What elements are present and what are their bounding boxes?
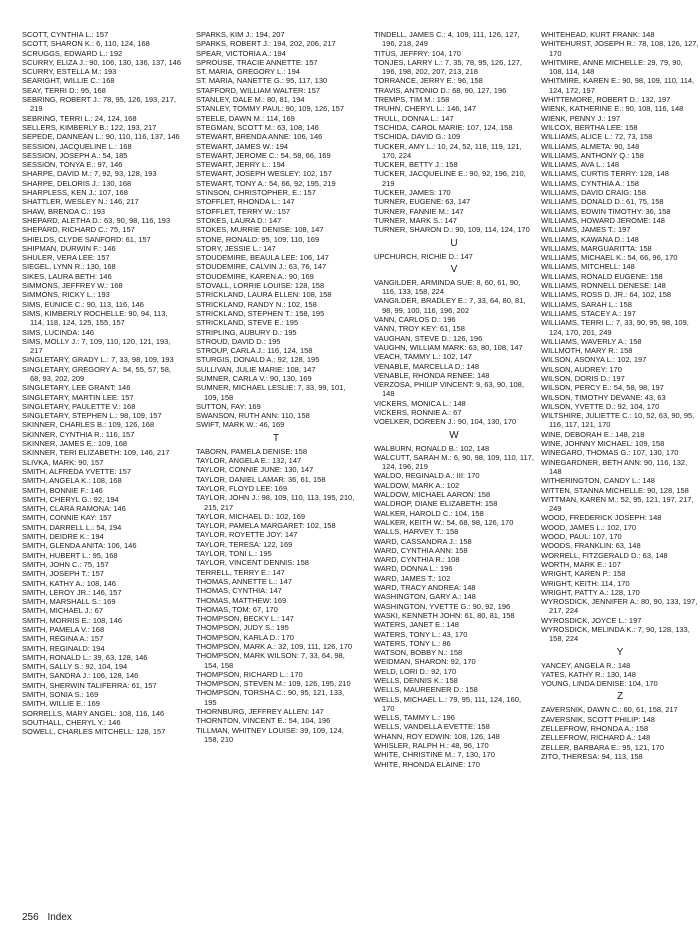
index-entry: WINE, DEBORAH E.: 148, 218 xyxy=(541,429,645,439)
index-entry: WALDROP, DIANE ELIZABETH: 158 xyxy=(374,499,498,509)
index-entry: STAFFORD, WILLIAM WALTER: 157 xyxy=(196,85,321,95)
index-entry: ZAVERSNIK, SCOTT PHILIP: 148 xyxy=(541,714,655,724)
index-entry: SINGLETARY, GRADY L.: 7, 33, 98, 109, 193 xyxy=(22,355,174,365)
index-entry: SESSION, JOSEPH A.: 54, 185 xyxy=(22,150,128,160)
index-entry: THOMPSON, MARK A.: 32, 109, 111, 126, 170 xyxy=(196,642,353,651)
page-footer xyxy=(22,912,78,923)
index-entry: STRICKLAND, LAURA ELLEN: 108, 158 xyxy=(196,290,332,300)
index-entry: SKINNER, TERI ELIZABETH: 109, 146, 217 xyxy=(22,448,170,458)
index-entry: SMITH, SANDRA J.: 106, 128, 146 xyxy=(22,671,139,681)
index-entry: SMITH, SALLY S.: 92, 104, 194 xyxy=(22,662,128,672)
index-entry: WALKER, HAROLD C.: 104, 158 xyxy=(374,508,484,518)
index-entry: SCURRY, ELIZA J.: 90, 106, 130, 136, 137, 146 xyxy=(22,57,181,67)
index-entry: SINGLETARY, LEE GRANT: 146 xyxy=(22,383,131,393)
index-entry: WATERS, TONY L.: 43, 170 xyxy=(374,629,468,639)
index-entry: SMITH, MARSHALL S.: 169 xyxy=(22,597,116,607)
index-entry: THOMPSON, BECKY L.: 147 xyxy=(196,614,294,624)
index-entry: STINSON, CHRISTOPHER, E.: 157 xyxy=(196,188,316,198)
index-entry: SIMS, EUNICE C.: 90, 113, 116, 146 xyxy=(22,299,144,309)
index-entry: STOVALL, LORRIE LOUISE: 128, 158 xyxy=(196,281,325,291)
index-column-2 xyxy=(196,30,356,744)
index-entry: STEWART, JOSEPH WESLEY: 102, 157 xyxy=(196,169,332,179)
index-entry: SOUTHALL, CHERYL Y.: 146 xyxy=(22,717,121,727)
index-entry: WINE, JOHNNY MICHAEL: 109, 158 xyxy=(541,439,665,449)
index-entry: STEELE, DAWN M.: 114, 169 xyxy=(196,113,295,123)
index-entry: WILLIAMS, RONALD EUGENE: 158 xyxy=(541,271,663,281)
index-entry: SHEPARD, ALETHA D.: 63, 90, 98, 116, 193 xyxy=(22,215,171,225)
index-entry: TORRANCE, JERRY E.: 96, 158 xyxy=(374,76,483,86)
index-entry: WILCOX, BERTHA LEE: 158 xyxy=(541,122,638,132)
index-entry: WALCUTT, SARAH M.: 6, 90, 98, 109, 110, 117, 124, 196, 219 xyxy=(374,452,534,472)
index-entry: WILLIAMS, SARAH L.: 158 xyxy=(541,299,632,309)
index-entry: SESSION, TONYA E.: 97, 146 xyxy=(22,160,123,170)
index-entry: TAYLOR, ANGELA E.: 132, 147 xyxy=(196,456,302,466)
index-entry: WATERS, JANET E.: 148 xyxy=(374,620,459,630)
index-entry: STANLEY, TOMMY PAUL: 90, 109, 126, 157 xyxy=(196,104,345,114)
index-entry: SIMS, KIMBERLY ROCHELLE: 90, 94, 113, 114, 118, 124, 125, 155, 157 xyxy=(22,308,168,328)
index-entry: STEWART, JAMES W.: 194 xyxy=(196,141,289,151)
index-entry: VICKERS, RONNIE A.: 67 xyxy=(374,407,462,417)
index-entry: WYROSDICK, JOYCE L.: 197 xyxy=(541,615,642,625)
index-entry: SPEAR, VICTORIA A.: 194 xyxy=(196,48,286,58)
index-entry: STEWART, JEROME C.: 54, 58, 66, 169 xyxy=(196,150,331,160)
index-entry: WELLS, MAUREENER D.: 158 xyxy=(374,685,478,695)
index-entry: TILLMAN, WHITNEY LOUISE: 39, 109, 124, 158, 210 xyxy=(196,725,344,744)
index-entry: WILLIAMS, RONNELL DENESE: 148 xyxy=(541,281,666,291)
index-entry: THORNTON, VINCENT E.: 54, 104, 196 xyxy=(196,716,331,726)
index-entry: SCOTT, SHARON K.: 6, 110, 124, 168 xyxy=(22,39,150,49)
index-entry: WOOD, PAUL: 107, 170 xyxy=(541,532,622,542)
index-entry: SUMNER, CARLA V.: 90, 130, 169 xyxy=(196,373,312,383)
index-entry: WARD, CYNTHIA R.: 108 xyxy=(374,555,460,565)
index-entry: STANLEY, DALE M.: 80, 81, 194 xyxy=(196,95,305,105)
index-column-3 xyxy=(374,30,534,769)
index-entry: WASHINGTON, YVETTE G.: 90, 92, 196 xyxy=(374,601,511,611)
index-entry: WALLS, HARVEY T.: 158 xyxy=(374,527,459,537)
index-entry: WALKER, KEITH W.: 54, 68, 98, 126, 170 xyxy=(374,517,514,527)
index-entry: SCRUGGS, EDWARD L.: 192 xyxy=(22,48,123,58)
index-entry: WINEGARD, THOMAS G.: 107, 130, 170 xyxy=(541,448,679,458)
index-entry: SPARKS, KIM J.: 194, 207 xyxy=(196,30,285,39)
index-entry: WILSON, ASONYA L.: 102, 197 xyxy=(541,355,647,365)
index-entry: WARD, DONNA L.: 196 xyxy=(374,564,453,574)
index-entry: SIMS, MOLLY J.: 7, 109, 110, 120, 121, 193, 217 xyxy=(22,336,171,356)
index-entry: WILLIAMS, ALMETA: 90, 148 xyxy=(541,141,640,151)
index-entry: STOUDEMIRE, BEAULA LEE: 106, 147 xyxy=(196,253,329,263)
index-entry: SMITH, CONNIE KAY: 157 xyxy=(22,513,112,523)
index-entry: WELD, LORI D.: 92, 170 xyxy=(374,666,457,676)
index-entry: SIMMONS, RICKY L.: 193 xyxy=(22,290,110,300)
index-entry: TRULL, DONNA L.: 147 xyxy=(374,113,454,123)
index-entry: WARD, CASSANDRA J.: 158 xyxy=(374,536,472,546)
index-entry: WHITEHEAD, KURT FRANK: 148 xyxy=(541,30,655,39)
index-entry: VEACH, TAMMY L.: 102, 147 xyxy=(374,352,472,362)
index-entry: WHITE, CHRISTINE M.: 7, 130, 170 xyxy=(374,750,495,760)
index-entry: WALDO, REGINALD A.: III: 170 xyxy=(374,471,480,481)
index-entry: SMITH, KATHY A.: 108, 146 xyxy=(22,578,116,588)
index-entry: SKINNER, JAMES E.: 109, 168 xyxy=(22,439,128,449)
index-entry: WILLIAMS, ROSS D. JR.: 64, 102, 158 xyxy=(541,290,672,300)
index-entry: WOOD, FREDERICK JOSEPH: 148 xyxy=(541,513,662,523)
index-entry: TINDELL, JAMES C.: 4, 109, 111, 126, 127, 196, 218, 249 xyxy=(374,30,520,49)
index-entry: WRIGHT, KEITH: 114, 170 xyxy=(541,578,630,588)
index-entry: SUMNER, MICHAEL LESLIE: 7, 33, 99, 101, 109, 158 xyxy=(196,383,346,402)
index-entry: SWIFT, MARK W.: 46, 169 xyxy=(196,420,285,430)
index-entry: WILLIAMS, EDWIN TIMOTHY: 36, 158 xyxy=(541,206,671,216)
index-entry: ZITO, THERESA: 94, 113, 158 xyxy=(541,751,643,761)
index-entry: WELLS, MICHAEL L.: 79, 95, 111, 124, 160, 170 xyxy=(374,694,522,713)
index-entry: VANGILDER, BRADLEY E.: 7, 33, 64, 80, 81, 98, 99, 100, 116, 196, 202 xyxy=(374,296,526,315)
index-entry: SMITH, CHERYL G.: 92, 194 xyxy=(22,494,119,504)
index-entry: ZELLER, BARBARA E.: 95, 121, 170 xyxy=(541,742,664,752)
index-entry: WORTH, MARK E.: 107 xyxy=(541,559,621,569)
index-entry: SCURRY, ESTELLA M.: 193 xyxy=(22,67,117,77)
index-entry: YOUNG, LINDA DENISE: 104, 170 xyxy=(541,679,658,689)
index-entry: VERZOSA, PHILIP VINCENT: 9, 63, 90, 108, 148 xyxy=(374,380,524,399)
index-entry: YATES, KATHY R.: 130, 148 xyxy=(541,669,636,679)
index-entry: TAYLOR, ROYETTE JOY: 147 xyxy=(196,530,298,540)
index-entry: SESSION, JACQUELINE L.: 168 xyxy=(22,141,132,151)
index-entry: VICKERS, MONICA L.: 148 xyxy=(374,398,466,408)
index-entry: TAYLOR, PAMELA MARGARET: 102, 158 xyxy=(196,521,336,531)
index-entry: TURNER, MARK S.: 147 xyxy=(374,215,457,225)
index-entry: WALDOW, MARK A.: 102 xyxy=(374,480,460,490)
index-entry: TUCKER, AMY L.: 10, 24, 52, 118, 119, 121, 170, 224 xyxy=(374,141,522,160)
index-entry: UPCHURCH, RICHIE D.: 147 xyxy=(374,251,473,261)
index-entry: WILSON, DORIS D.: 197 xyxy=(541,373,625,383)
index-entry: TUCKER, JAMES: 170 xyxy=(374,188,451,198)
index-entry: TITUS, JEFFRY: 104, 170 xyxy=(374,48,461,58)
index-entry: SMITH, DARRELL L.: 54, 194 xyxy=(22,522,122,532)
index-entry: TABORN, PAMELA DENISE: 158 xyxy=(196,446,308,456)
section-letter: U xyxy=(450,237,458,249)
section-letter: Z xyxy=(616,691,624,703)
index-entry: WELLS, VANDELLA EVETTE: 158 xyxy=(374,722,490,732)
index-entry: TAYLOR, CONNIE JUNE: 130, 147 xyxy=(196,465,314,475)
index-entry: SMITH, WILLIE E.: 169 xyxy=(22,699,100,709)
index-entry: SLIVKA, MARK: 90, 157 xyxy=(22,457,104,467)
section-letter: Y xyxy=(616,646,624,658)
index-entry: STOKES, MURRIE DENISE: 108, 147 xyxy=(196,225,324,235)
index-entry: TAYLOR, VINCENT DENNIS: 158 xyxy=(196,558,309,568)
index-entry: SMITH, SONIA S.: 169 xyxy=(22,690,99,700)
index-entry: WILLIAMS, KAWANA D.: 148 xyxy=(541,234,639,244)
index-entry: WITTMAN, KAREN M.: 52, 95, 121, 197, 217, 249 xyxy=(541,494,694,514)
index-entry: SORRELLS, MARY ANGEL: 108, 116, 146 xyxy=(22,708,165,718)
index-entry: WILLIAMS, MITCHELL: 148 xyxy=(541,262,635,272)
index-column-1 xyxy=(22,30,182,737)
index-entry: THOMPSON, JUDY S.: 195 xyxy=(196,623,289,633)
index-entry: STOFFLET, RHONDA L.: 147 xyxy=(196,197,295,207)
index-entry: ST. MARIA, NANETTE G.: 95, 117, 130 xyxy=(196,76,328,86)
index-entry: STOKES, LAURA D.: 147 xyxy=(196,215,282,225)
index-entry: SMITH, GLENDA ANITA: 106, 146 xyxy=(22,541,137,551)
index-entry: SMITH, ALFREDA YVETTE: 157 xyxy=(22,466,132,476)
index-entry: SHIPMAN, DURWIN F.: 146 xyxy=(22,243,116,253)
index-entry: TURNER, EUGENE: 63, 147 xyxy=(374,197,471,207)
index-entry: SUTTON, FAY: 169 xyxy=(196,401,261,411)
index-entry: WEIDMAN, SHARON: 92, 170 xyxy=(374,657,476,667)
index-entry: WIENK, KATHERINE E.: 90, 108, 116, 148 xyxy=(541,104,684,114)
index-entry: WILLIAMS, WAVERLY A.: 158 xyxy=(541,336,642,346)
index-entry: WYROSDICK, MELINDA K.: 7, 90, 128, 133, 158, 224 xyxy=(541,625,690,644)
index-entry: SMITH, HUBERT L.: 95, 168 xyxy=(22,550,118,560)
index-entry: SPARKS, ROBERT J.: 194, 202, 206, 217 xyxy=(196,39,336,49)
index-entry: SHIELDS, CLYDE SANFORD: 61, 157 xyxy=(22,234,151,244)
index-entry: TAYLOR, TONI L.: 195 xyxy=(196,549,272,559)
index-entry: ZELLEFROW, RHONDA A.: 158 xyxy=(541,724,649,734)
index-entry: WILLIAMS, CURTIS TERRY: 128, 148 xyxy=(541,169,669,179)
index-entry: WILLMOTH, MARY R.: 158 xyxy=(541,346,633,356)
index-entry: WYROSDICK, JENNIFER A.: 80, 90, 133, 197, 217, 224 xyxy=(541,597,698,616)
index-entry: SPROUSE, TRACIE ANNETTE: 157 xyxy=(196,57,318,67)
index-entry: SMITH, RONALD L.: 39, 63, 128, 146 xyxy=(22,652,148,662)
index-entry: WILSON, AUDREY: 170 xyxy=(541,364,622,374)
index-entry: SEBRING, ROBERT J.: 78, 95, 126, 193, 217, 219 xyxy=(22,95,176,114)
index-entry: STOUDEMIRE, CALVIN J.: 63, 76, 147 xyxy=(196,262,327,272)
index-entry: WHITEHURST, JOSEPH R.: 78, 108, 126, 127, 170 xyxy=(541,39,699,58)
index-entry: TAYLOR, MICHAEL D.: 102, 169 xyxy=(196,511,306,521)
index-entry: SINGLETARY, GREGORY A.: 54, 55, 57, 58, 68, 93, 202, 209 xyxy=(22,364,171,383)
index-entry: WILLIAMS, JAMES T.: 197 xyxy=(541,225,631,235)
index-entry: WASHINGTON, GARY A.: 148 xyxy=(374,592,476,602)
index-entry: THOMAS, ANNETTE L.: 147 xyxy=(196,576,292,586)
index-entry: SMITH, CLARA RAMONA: 146 xyxy=(22,504,126,514)
index-entry: TUCKER, JACQUELINE E.: 90, 92, 196, 210, 219 xyxy=(374,169,526,188)
index-entry: WILLIAMS, DONALD D.: 61, 75, 158 xyxy=(541,197,664,207)
index-entry: TAYLOR, FLOYD LEE: 169 xyxy=(196,483,288,493)
index-entry: STROUP, CARLA J.: 116, 124, 158 xyxy=(196,346,313,356)
section-label: Index xyxy=(47,912,72,923)
index-entry: WOOD, JAMES L.: 102, 170 xyxy=(541,522,637,532)
index-entry: SMITH, JOHN C.: 75, 157 xyxy=(22,559,109,569)
index-entry: STEWART, BRENDA ANNE: 106, 146 xyxy=(196,132,323,142)
section-letter: T xyxy=(272,432,280,444)
index-entry: SOWELL, CHARLES MITCHELL: 128, 157 xyxy=(22,727,166,737)
index-entry: SIEGEL, LYNN R.: 130, 168 xyxy=(22,262,116,272)
index-entry: SHARPE, DAVID M.: 7, 92, 93, 128, 193 xyxy=(22,169,157,179)
index-entry: THOMAS, CYNTHIA: 147 xyxy=(196,586,282,596)
index-entry: SMITH, LEROY JR.: 146, 157 xyxy=(22,587,122,597)
index-entry: SMITH, JOSEPH T.: 157 xyxy=(22,569,104,579)
index-entry: STEWART, TONY A.: 54, 66, 92, 195, 219 xyxy=(196,178,336,188)
index-entry: SHATTLER, WESLEY N.: 146, 217 xyxy=(22,197,139,207)
index-entry: SHEPARD, RICHARD C.: 75, 157 xyxy=(22,225,135,235)
section-letter: W xyxy=(449,429,459,441)
index-entry: SMITH, DEIDRE K.: 194 xyxy=(22,532,104,542)
index-entry: WILLIAMS, DAVID CRAIG: 158 xyxy=(541,188,646,198)
index-entry: TRUHN, CHERYL L.: 146, 147 xyxy=(374,104,477,114)
section-letter: V xyxy=(450,263,458,275)
index-entry: WILLIAMS, ALICE L.: 72, 73, 158 xyxy=(541,132,653,142)
index-entry: WARD, JAMES T.: 102 xyxy=(374,573,451,583)
index-entry: WILLIAMS, AVA L.: 148 xyxy=(541,160,620,170)
index-entry: WALDOW, MICHAEL AARON: 158 xyxy=(374,490,491,500)
index-entry: VANGILDER, ARMINDA SUE: 8, 60, 61, 90, 116, 133, 158, 224 xyxy=(374,277,521,297)
index-entry: WELLS, DENNIS K.: 158 xyxy=(374,676,458,685)
index-entry: SEARIGHT, WILLIE C.: 168 xyxy=(22,76,115,86)
index-entry: WILSON, PERCY E.: 54, 58, 98, 197 xyxy=(541,383,664,393)
index-entry: SMITH, REGINALD: 194 xyxy=(22,643,105,653)
index-entry: ZAVERSNIK, DAWN C.: 60, 61, 158, 217 xyxy=(541,705,678,715)
index-entry: SMITH, BONNIE F.: 146 xyxy=(22,485,103,495)
index-entry: SKINNER, CYNTHIA R.: 116, 157 xyxy=(22,429,135,439)
index-entry: SWANSON, RUTH ANN: 110, 158 xyxy=(196,411,310,421)
index-entry: SMITH, MICHAEL J.: 67 xyxy=(22,606,103,616)
index-entry: WILLIAMS, STACEY A.: 197 xyxy=(541,308,636,318)
index-entry: SMITH, ANGELA K.: 108, 168 xyxy=(22,476,122,486)
index-entry: SHAW, BRENDA C.: 193 xyxy=(22,206,106,216)
index-entry: WELLS, TAMMY L.: 196 xyxy=(374,713,455,723)
index-entry: SHARPLESS, KEN J.: 107, 168 xyxy=(22,188,128,198)
index-entry: STEWART, JERRY L.: 194 xyxy=(196,160,285,170)
index-entry: WHITTEMORE, ROBERT D.: 132, 197 xyxy=(541,95,671,105)
index-entry: SULLIVAN, JULIE MARIE: 108, 147 xyxy=(196,364,316,374)
index-entry: WORRELL, FITZGERALD D.: 63, 148 xyxy=(541,550,668,560)
index-entry: TUCKER, BETTY J.: 158 xyxy=(374,160,458,170)
index-entry: STRICKLAND, STEPHEN T.: 158, 195 xyxy=(196,308,325,318)
index-entry: THOMPSON, RICHARD L.: 170 xyxy=(196,669,303,679)
index-entry: SIMMONS, JEFFREY W.: 168 xyxy=(22,281,123,291)
index-entry: WINEGARDNER, BETH ANN: 90, 116, 132, 148 xyxy=(541,457,688,476)
index-entry: WOODS, FRANKLIN: 63, 148 xyxy=(541,541,641,551)
index-entry: WASKI, KENNETH JOHN: 61, 80, 81, 158 xyxy=(374,610,515,620)
index-entry: VANN, CARLOS D.: 196 xyxy=(374,315,456,325)
index-entry: THOMAS, TOM: 67, 170 xyxy=(196,604,278,614)
index-entry: SEAY, TERRI D.: 95, 168 xyxy=(22,85,106,95)
index-entry: ZELLEFROW, RICHARD A.: 148 xyxy=(541,733,651,743)
index-entry: STORY, JESSIE L.: 147 xyxy=(196,243,276,253)
index-entry: YANCEY, ANGELA R.: 148 xyxy=(541,660,631,670)
index-entry: SCOTT, CYNTHIA L.: 157 xyxy=(22,30,109,39)
index-entry: VENABLE, RHONDA RENEE: 148 xyxy=(374,370,490,380)
index-entry: SIKES, LAURA BETH: 146 xyxy=(22,271,112,281)
index-entry: VENABLE, MARCELLA D.: 148 xyxy=(374,361,480,371)
index-entry: WILLIAMS, CYNTHIA A.: 158 xyxy=(541,178,639,188)
index-entry: SKINNER, CHARLES B.: 109, 126, 168 xyxy=(22,420,155,430)
index-entry: STOUDEMIRE, KAREN A.: 90, 169 xyxy=(196,271,314,281)
index-entry: STONE, RONALD: 95, 109, 110, 169 xyxy=(196,234,320,244)
index-entry: WHANN, ROY EDWIN: 108, 126, 148 xyxy=(374,731,500,741)
index-entry: WHITE, RHONDA ELAINE: 170 xyxy=(374,759,480,769)
index-entry: WARD, CYNTHIA ANN: 158 xyxy=(374,545,468,555)
index-entry: WILSON, TIMOTHY DEVANE: 43, 63 xyxy=(541,392,666,402)
index-entry: STEGMAN, SCOTT M.: 63, 108, 146 xyxy=(196,122,319,132)
index-entry: TURNER, SHARON D.: 90, 109, 114, 124, 170 xyxy=(374,225,530,235)
index-entry: VAUGHN, WILLIAM MARK: 63, 80, 108, 147 xyxy=(374,342,523,352)
index-entry: STRICKLAND, RANDY N.: 102, 158 xyxy=(196,299,317,309)
index-entry: THOMPSON, STEVEN M.: 109, 126, 195, 210 xyxy=(196,679,351,689)
index-entry: SINGLETARY, STEPHEN L.: 98, 109, 157 xyxy=(22,411,162,421)
index-entry: SINGLETARY, MARTIN LEE: 157 xyxy=(22,392,134,402)
index-entry: WHITMIRE, KAREN E.: 90, 98, 109, 110, 114, 124, 172, 197 xyxy=(541,76,695,95)
index-entry: SMITH, SHERWIN TALIFERRA: 61, 157 xyxy=(22,680,157,690)
index-entry: TSCHIDA, DAVID G.: 109 xyxy=(374,132,461,142)
index-entry: WHITMIRE, ANNE MICHELLE: 29, 79, 90, 108, 114, 148 xyxy=(541,57,683,77)
index-entry: SMITH, PAMELA V.: 168 xyxy=(22,625,105,634)
index-entry: TURNER, FANNIE M.: 147 xyxy=(374,206,464,216)
index-entry: WATERS, TONY L.: 86 xyxy=(374,638,451,648)
index-entry: TAYLOR, JOHN J.: 98, 109, 110, 113, 195, 210, 215, 217 xyxy=(196,493,355,512)
index-entry: THOMPSON, TORSHA C.: 90, 95, 121, 133, 195 xyxy=(196,688,345,707)
index-entry: TSCHIDA, CAROL MARIE: 107, 124, 158 xyxy=(374,122,513,132)
index-entry: ST. MARIA, GREGORY L.: 194 xyxy=(196,67,300,77)
index-entry: STOFFLET, TERRY W.: 157 xyxy=(196,206,291,216)
index-entry: SELLERS, KIMBERLY B.: 122, 193, 217 xyxy=(22,122,157,132)
index-column-4 xyxy=(541,30,699,761)
index-entry: STRIPLING, AUBURY D.: 195 xyxy=(196,327,297,337)
index-entry: WHISLER, RALPH H.: 48, 96, 170 xyxy=(374,741,489,751)
index-entry: THOMAS, MATTHEW: 169 xyxy=(196,595,287,605)
index-entry: SINGLETARY, PAULETTE V.: 168 xyxy=(22,401,136,411)
index-entry: WRIGHT, PATTY A.: 128, 170 xyxy=(541,587,640,597)
index-entry: WIENK, PENNY J.: 197 xyxy=(541,113,621,123)
index-entry: WILLIAMS, MICHAEL K.: 54, 66, 96, 170 xyxy=(541,253,678,263)
index-entry: THOMPSON, KARLA D.: 170 xyxy=(196,632,294,642)
index-entry: SHULER, VERA LEE: 157 xyxy=(22,253,110,263)
index-entry: WILSON, YVETTE D.: 92, 104, 170 xyxy=(541,401,660,411)
index-entry: TONJES, LARRY L.: 7, 35, 78, 95, 126, 127, 196, 198, 202, 207, 213, 218 xyxy=(374,57,523,77)
index-entry: TRAVIS, ANTONIO D.: 68, 90, 127, 196 xyxy=(374,85,507,95)
index-entry: THOMPSON, MARK WILSON: 7, 33, 64, 98, 154, 158 xyxy=(196,651,345,670)
index-entry: WILLIAMS, MARGUARITTA: 158 xyxy=(541,243,652,253)
index-entry: STRICKLAND, STEVE E.: 195 xyxy=(196,318,299,328)
index-entry: WRIGHT, KAREN P.: 158 xyxy=(541,569,626,579)
index-entry: WITTEN, STANNA MICHELLE: 90, 128, 158 xyxy=(541,485,689,495)
index-entry: WILLIAMS, TERRI L.: 7, 33, 90, 95, 98, 109, 124, 170, 201, 249 xyxy=(541,318,689,337)
index-entry: WITHERINGTON, CANDY L.: 148 xyxy=(541,476,655,486)
index-entry: TAYLOR, TERESA: 122, 169 xyxy=(196,539,293,549)
page-number: 256 xyxy=(22,912,39,923)
index-entry: TAYLOR, DANIEL LAMAR: 36, 61, 158 xyxy=(196,474,326,484)
index-entry: WATSON, BOBBY N.: 158 xyxy=(374,648,463,658)
index-entry: VANN, TROY KEY: 61, 158 xyxy=(374,324,465,334)
index-entry: STROUD, DAVID D.: 195 xyxy=(196,336,281,346)
index-entry: WILLIAMS, HOWARD JEROME: 148 xyxy=(541,215,665,225)
index-entry: WILLIAMS, ANTHONY Q.: 158 xyxy=(541,150,644,160)
index-entry: SMITH, MORRIS E.: 108, 146 xyxy=(22,615,123,625)
index-entry: TERRELL, TERRY E.: 147 xyxy=(196,567,285,577)
index-entry: TREMPS, TIM M.: 158 xyxy=(374,95,450,105)
index-entry: SMITH, REGINA A.: 157 xyxy=(22,634,104,644)
index-entry: VAUGHAN, STEVE D.: 126, 196 xyxy=(374,333,483,343)
index-entry: WILTSHIRE, JULIETTE C.: 10, 52, 63, 90, 95, 116, 117, 121, 170 xyxy=(541,411,695,430)
index-entry: THORNBURG, JEFFREY ALLEN: 147 xyxy=(196,707,324,717)
index-entry: SEBRING, TERRI L.: 24, 124, 168 xyxy=(22,113,137,123)
index-entry: STURGIS, DONALD A.: 92, 128, 195 xyxy=(196,355,320,365)
index-entry: SIMS, LUCINDA: 146 xyxy=(22,327,95,337)
index-entry: VOELKER, DOREEN J.: 90, 104, 130, 170 xyxy=(374,417,517,427)
index-entry: WARD, TRACY ANDREA: 148 xyxy=(374,583,476,593)
index-entry: SEPEDE, DANNEAN L.: 90, 110, 116, 137, 146 xyxy=(22,132,180,142)
index-entry: SHARPE, DELORIS J.: 130, 168 xyxy=(22,178,132,188)
index-entry: WALBURN, RONALD B.: 102, 148 xyxy=(374,443,490,453)
